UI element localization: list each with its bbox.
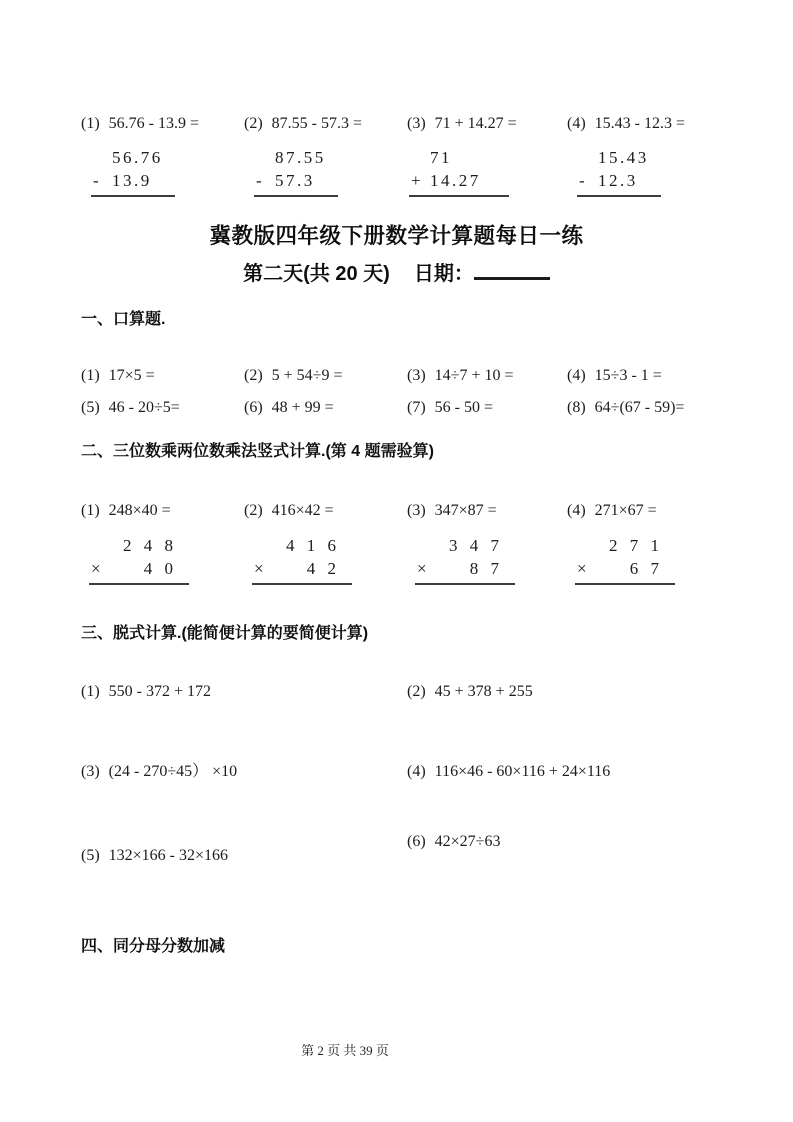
problem-line — [81, 114, 199, 134]
vertical-calculation — [89, 534, 189, 585]
date-blank-line — [474, 259, 550, 280]
multiply-sign: × — [577, 559, 587, 578]
operator-sign: + — [411, 171, 421, 190]
vertical-top-number: 71 — [430, 148, 452, 167]
problem-expression: (24 - 270÷45） ×10 — [108, 763, 238, 780]
oral-problem — [81, 398, 180, 418]
problem-label: (4) — [567, 115, 586, 132]
problem-expression: 48 + 99 = — [271, 399, 334, 416]
problem-label: (5) — [81, 847, 100, 864]
vertical-top-number: 2 7 1 — [609, 536, 663, 555]
vertical-bottom-number: 8 7 — [469, 559, 503, 578]
offset-calculation-problem — [407, 762, 610, 782]
problem-label: (2) — [244, 115, 263, 132]
operator-sign: - — [256, 171, 262, 190]
problem-label: (2) — [244, 502, 263, 519]
vertical-bottom-row — [252, 557, 352, 585]
problem-expression: 15÷3 - 1 = — [594, 367, 662, 384]
problem-expression: 42×27÷63 — [434, 833, 501, 850]
problem-label: (2) — [407, 683, 426, 700]
problem-expression: 56 - 50 = — [434, 399, 494, 416]
oral-problem — [567, 366, 662, 386]
problem-label: (1) — [81, 115, 100, 132]
vertical-top-number: 2 4 8 — [123, 536, 177, 555]
vertical-top-number: 4 1 6 — [286, 536, 340, 555]
vertical-bottom-row — [577, 169, 661, 197]
vertical-top-number: 56.76 — [112, 148, 163, 167]
decimal-problem-column — [567, 114, 685, 197]
vertical-bottom-number: 57.3 — [275, 171, 315, 190]
decimal-problem-column — [81, 114, 199, 197]
problem-line — [567, 114, 685, 134]
vertical-bottom-row — [91, 169, 175, 197]
worksheet-title: 冀教版四年级下册数学计算题每日一练 — [209, 224, 584, 248]
oral-problem — [567, 398, 684, 418]
vertical-calculation — [577, 146, 661, 197]
problem-label: (6) — [244, 399, 263, 416]
oral-problem — [81, 366, 155, 386]
problem-label: (3) — [407, 367, 426, 384]
oral-problem — [244, 366, 342, 386]
problem-expression: 87.55 - 57.3 = — [271, 115, 363, 132]
problem-expression: 248×40 = — [108, 502, 171, 519]
problem-expression: 14÷7 + 10 = — [434, 367, 514, 384]
day-subtitle-line — [0, 257, 793, 286]
operator-sign: - — [93, 171, 99, 190]
offset-calculation-problem — [407, 682, 533, 702]
problem-expression: 64÷(67 - 59)= — [594, 399, 685, 416]
problem-expression: 132×166 - 32×166 — [108, 847, 229, 864]
vertical-calculation — [415, 534, 515, 585]
vertical-bottom-number: 12.3 — [598, 171, 638, 190]
multiply-sign: × — [254, 559, 264, 578]
problem-expression: 5 + 54÷9 = — [271, 367, 343, 384]
problem-label: (3) — [407, 115, 426, 132]
problem-label: (1) — [81, 502, 100, 519]
vertical-bottom-row — [415, 557, 515, 585]
decimal-problem-column — [407, 114, 517, 197]
problem-label: (1) — [81, 683, 100, 700]
problem-label: (8) — [567, 399, 586, 416]
problem-label: (6) — [407, 833, 426, 850]
offset-calculation-problem — [81, 762, 237, 782]
vertical-top-number: 87.55 — [275, 148, 326, 167]
multiply-sign: × — [91, 559, 101, 578]
problem-expression: 347×87 = — [434, 502, 497, 519]
section-4-heading: 四、同分母分数加减 — [81, 938, 226, 955]
vertical-bottom-number: 4 2 — [306, 559, 340, 578]
vertical-bottom-row — [254, 169, 338, 197]
problem-label: (4) — [407, 763, 426, 780]
vertical-bottom-row — [409, 169, 509, 197]
date-label: 日期： — [413, 263, 474, 285]
problem-expression: 17×5 = — [108, 367, 155, 384]
vertical-bottom-number: 13.9 — [112, 171, 152, 190]
multiplication-problem-column — [244, 501, 352, 585]
problem-label: (7) — [407, 399, 426, 416]
oral-problem — [407, 366, 513, 386]
operator-sign: - — [579, 171, 585, 190]
multiply-sign: × — [417, 559, 427, 578]
problem-expression: 56.76 - 13.9 = — [108, 115, 200, 132]
vertical-top-number: 3 4 7 — [449, 536, 503, 555]
problem-expression: 416×42 = — [271, 502, 334, 519]
oral-problem — [244, 398, 334, 418]
problem-label: (3) — [81, 763, 100, 780]
vertical-top-number: 15.43 — [598, 148, 649, 167]
problem-expression: 271×67 = — [594, 502, 657, 519]
problem-line — [567, 501, 675, 521]
oral-problem — [407, 398, 493, 418]
vertical-bottom-number: 6 7 — [629, 559, 663, 578]
vertical-calculation — [252, 534, 352, 585]
problem-expression: 15.43 - 12.3 = — [594, 115, 686, 132]
problem-label: (5) — [81, 399, 100, 416]
problem-line — [244, 501, 352, 521]
section-3-heading: 三、脱式计算.(能简便计算的要简便计算) — [81, 625, 369, 642]
problem-label: (3) — [407, 502, 426, 519]
problem-line — [81, 501, 189, 521]
vertical-bottom-row — [89, 557, 189, 585]
problem-line — [407, 501, 515, 521]
decimal-problem-column — [244, 114, 362, 197]
offset-calculation-problem — [81, 846, 228, 866]
problem-expression: 46 - 20÷5= — [108, 399, 180, 416]
vertical-calculation — [254, 146, 338, 197]
day-counter: 第二天(共 20 天) — [243, 263, 390, 285]
vertical-calculation — [91, 146, 175, 197]
vertical-bottom-row — [575, 557, 675, 585]
section-1-heading: 一、口算题. — [81, 311, 166, 328]
problem-label: (2) — [244, 367, 263, 384]
multiplication-problem-column — [81, 501, 189, 585]
problem-label: (4) — [567, 367, 586, 384]
vertical-calculation — [409, 146, 509, 197]
offset-calculation-problem — [81, 682, 211, 702]
problem-expression: 71 + 14.27 = — [434, 115, 517, 132]
offset-calculation-problem — [407, 832, 500, 852]
vertical-calculation — [575, 534, 675, 585]
problem-expression: 45 + 378 + 255 — [434, 683, 533, 700]
problem-expression: 550 - 372 + 172 — [108, 683, 212, 700]
problem-label: (1) — [81, 367, 100, 384]
multiplication-problem-column — [567, 501, 675, 585]
problem-line — [244, 114, 362, 134]
problem-line — [407, 114, 517, 134]
vertical-bottom-number: 4 0 — [143, 559, 177, 578]
page-footer: 第 2 页 共 39 页 — [301, 1043, 389, 1058]
multiplication-problem-column — [407, 501, 515, 585]
problem-label: (4) — [567, 502, 586, 519]
section-2-heading: 二、三位数乘两位数乘法竖式计算.(第 4 题需验算) — [81, 443, 434, 460]
vertical-bottom-number: 14.27 — [430, 171, 481, 190]
problem-expression: 116×46 - 60×116 + 24×116 — [434, 763, 611, 780]
